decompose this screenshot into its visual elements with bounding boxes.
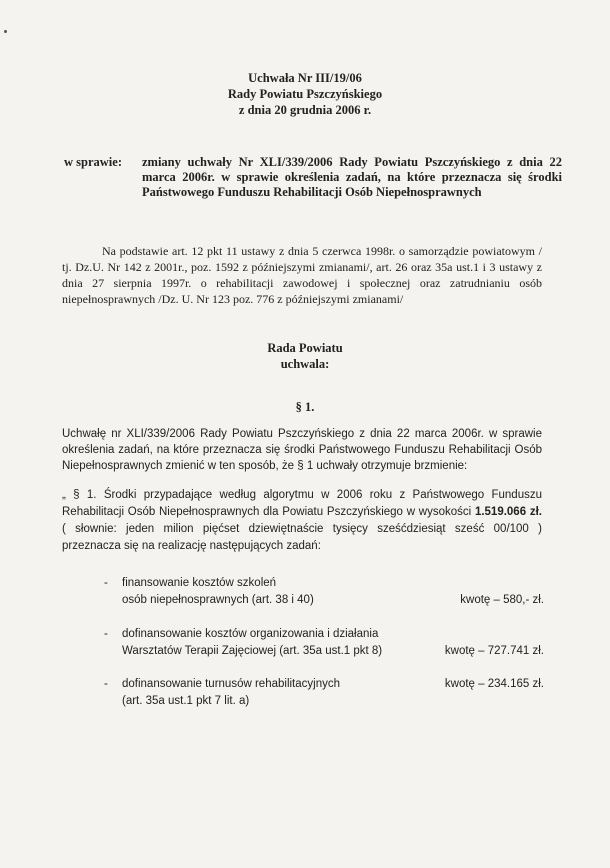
- amended-paragraph-before: „ § 1. Środki przypadające według algorytmu w 2006 roku z Państwowego Funduszu Rehabilitacji Osób Niepełnosprawnych dla Powiatu Pszczyńskiego w wysokości: [62, 489, 542, 518]
- amended-paragraph: [62, 487, 542, 555]
- subject-text: zmiany uchwały Nr XLI/339/2006 Rady Powiatu Pszczyńskiego z dnia 22 marca 2006r. w sprawie określenia zadań, na które przeznacza się środki Państwowego Funduszu Rehabilitacji Osób Niepełnosprawnych: [142, 155, 562, 199]
- amendment-text: Uchwałę nr XLI/339/2006 Rady Powiatu Pszczyńskiego z dnia 22 marca 2006r. w sprawie określenia zadań, na które przeznacza się środki Państwowego Funduszu Rehabilitacji Osób Niepełnosprawnych zmienić w ten sposób, że § 1 uchwały otrzymuje brzmienie:: [62, 428, 542, 472]
- task-amount: kwotę – 234.165 zł.: [444, 678, 544, 690]
- amended-paragraph-after: ( słownie: jeden milion pięćset dziewiętnaście tysięcy sześćdziesiąt sześć 00/100 ) przeznacza się na realizację następujących zadań:: [62, 523, 542, 552]
- task-description: [122, 626, 412, 660]
- resolution-header: [0, 70, 610, 118]
- task-amount: kwotę – 727.741 zł.: [444, 645, 544, 657]
- task-line: finansowanie kosztów szkoleń: [122, 577, 277, 589]
- council-title: Rada Powiatu: [267, 341, 343, 355]
- council-name: Rady Powiatu Pszczyńskiego: [227, 87, 383, 101]
- legal-basis: Na podstawie art. 12 pkt 11 ustawy z dnia 5 czerwca 1998r. o samorządzie powiatowym / tj. Dz.U. Nr 142 z 2001r., poz. 1592 z późniejszymi zmianami/, art. 26 oraz 35a ust.1 i 3 ustawy z dnia 27 sierpnia 1997r. o rehabilitacji zawodowej i społecznej oraz zatrudnianiu osób niepełnosprawnych /Dz. U. Nr 123 poz. 776 z późniejszymi zmianami/: [62, 244, 542, 306]
- task-line: (art. 35a ust.1 pkt 7 lit. a): [122, 695, 250, 707]
- task-dash: -: [104, 577, 108, 589]
- scan-speck: [4, 30, 7, 33]
- resolution-number: Uchwała Nr III/19/06: [248, 71, 362, 85]
- task-amount: kwotę – 580,- zł.: [460, 594, 544, 606]
- resolves-label: uchwala:: [280, 357, 330, 371]
- task-line: osób niepełnosprawnych (art. 38 i 40): [122, 594, 314, 606]
- task-line: Warsztatów Terapii Zajęciowej (art. 35a ust.1 pkt 8): [122, 645, 383, 657]
- task-description: [122, 575, 412, 609]
- task-line: dofinansowanie kosztów organizowania i działania: [122, 628, 379, 640]
- task-line: dofinansowanie turnusów rehabilitacyjnych: [122, 678, 340, 690]
- task-dash: -: [104, 628, 108, 640]
- resolution-date: z dnia 20 grudnia 2006 r.: [238, 103, 372, 117]
- amended-paragraph-amount: 1.519.066 zł.: [474, 506, 542, 518]
- subject-label: w sprawie:: [64, 155, 122, 169]
- task-description: [122, 676, 412, 710]
- section-mark: § 1.: [295, 400, 315, 414]
- council-resolves: [0, 340, 610, 372]
- task-dash: -: [104, 678, 108, 690]
